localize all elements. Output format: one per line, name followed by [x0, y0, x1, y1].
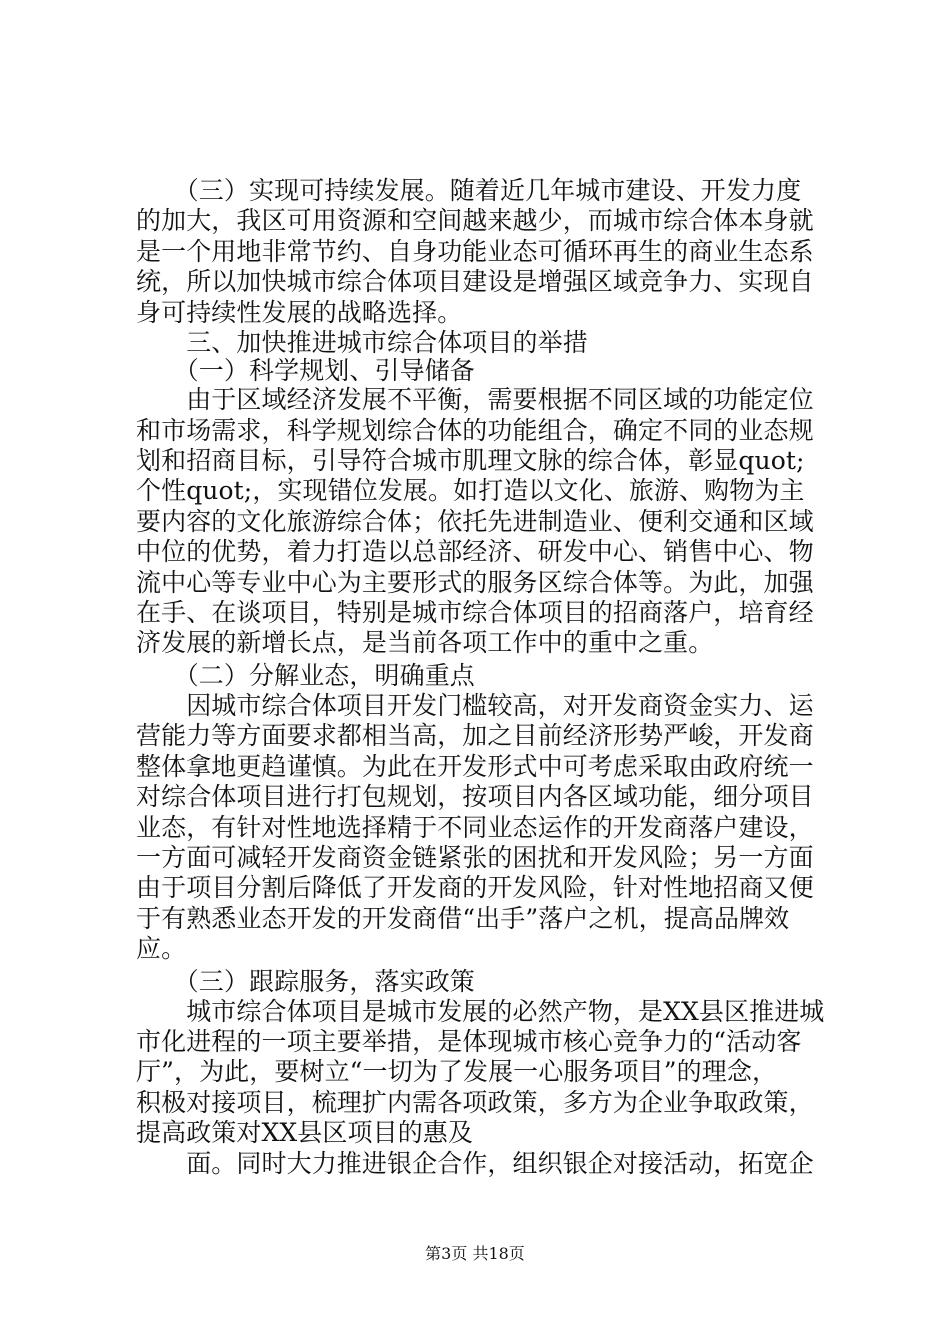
text-line: 因城市综合体项目开发门槛较高，对开发商资金实力、运 [136, 691, 814, 720]
text-line: 和市场需求，科学规划综合体的功能组合，确定不同的业态规 [136, 416, 814, 445]
text-line: 对综合体项目进行打包规划，按项目内各区域功能，细分项目 [136, 782, 814, 811]
text-line: 统，所以加快城市综合体项目建设是增强区域竞争力、实现自 [136, 267, 814, 296]
section-heading: 三、加快推进城市综合体项目的举措 [136, 328, 588, 357]
text-line: 积极对接项目，梳理扩内需各项政策，多方为企业争取政策， [136, 1088, 814, 1117]
text-line: 于有熟悉业态开发的开发商借“出手”落户之机，提高品牌效 [136, 904, 790, 933]
text-line: 厅”，为此，要树立“一切为了发展一心服务项目”的理念， [136, 1057, 778, 1086]
text-line: 在手、在谈项目，特别是城市综合体项目的招商落户，培育经 [136, 598, 814, 627]
text-line: 划和招商目标，引导符合城市肌理文脉的综合体，彰显quot; [136, 446, 805, 475]
text-line: 一方面可减轻开发商资金链紧张的困扰和开发风险；另一方面 [136, 843, 814, 872]
subsection-heading: （二）分解业态，明确重点 [136, 661, 475, 690]
text-line: 城市综合体项目是城市发展的必然产物，是XX县区推进城 [136, 997, 825, 1026]
text-line: 个性quot;，实现错位发展。如打造以文化、旅游、购物为主 [136, 476, 805, 505]
page-number-footer: 第3页 共18页 [425, 1244, 525, 1263]
text-line: 面。同时大力推进银企合作，组织银企对接活动，拓宽企 [136, 1149, 814, 1178]
text-line: 中位的优势，着力打造以总部经济、研发中心、销售中心、物 [136, 537, 814, 566]
subsection-heading: （一）科学规划、引导储备 [136, 356, 475, 385]
text-line: 营能力等方面要求都相当高，加之目前经济形势严峻，开发商 [136, 721, 814, 750]
text-line: 应。 [136, 934, 187, 963]
text-line: 由于项目分割后降低了开发商的开发风险，针对性地招商又便 [136, 873, 814, 902]
text-line: 整体拿地更趋谨慎。为此在开发形式中可考虑采取由政府统一 [136, 752, 814, 781]
text-line: 流中心等专业中心为主要形式的服务区综合体等。为此，加强 [136, 568, 814, 597]
text-line: 济发展的新增长点，是当前各项工作中的重中之重。 [136, 628, 714, 657]
text-line: 提高政策对XX县区项目的惠及 [136, 1118, 473, 1147]
text-line: 身可持续性发展的战略选择。 [136, 298, 463, 327]
text-line: 是一个用地非常节约、自身功能业态可循环再生的商业生态系 [136, 237, 814, 266]
text-line: 要内容的文化旅游综合体；依托先进制造业、便利交通和区域 [136, 507, 814, 536]
text-line: 由于区域经济发展不平衡，需要根据不同区域的功能定位 [136, 385, 814, 414]
text-line: 市化进程的一项主要举措，是体现城市核心竞争力的“活动客 [136, 1027, 802, 1056]
text-line: 的加大，我区可用资源和空间越来越少，而城市综合体本身就 [136, 206, 814, 235]
text-line: 业态，有针对性地选择精于不同业态运作的开发商落户建设， [136, 813, 814, 842]
subsection-heading: （三）跟踪服务，落实政策 [136, 967, 475, 996]
text-line: （三）实现可持续发展。随着近几年城市建设、开发力度 [136, 176, 802, 205]
